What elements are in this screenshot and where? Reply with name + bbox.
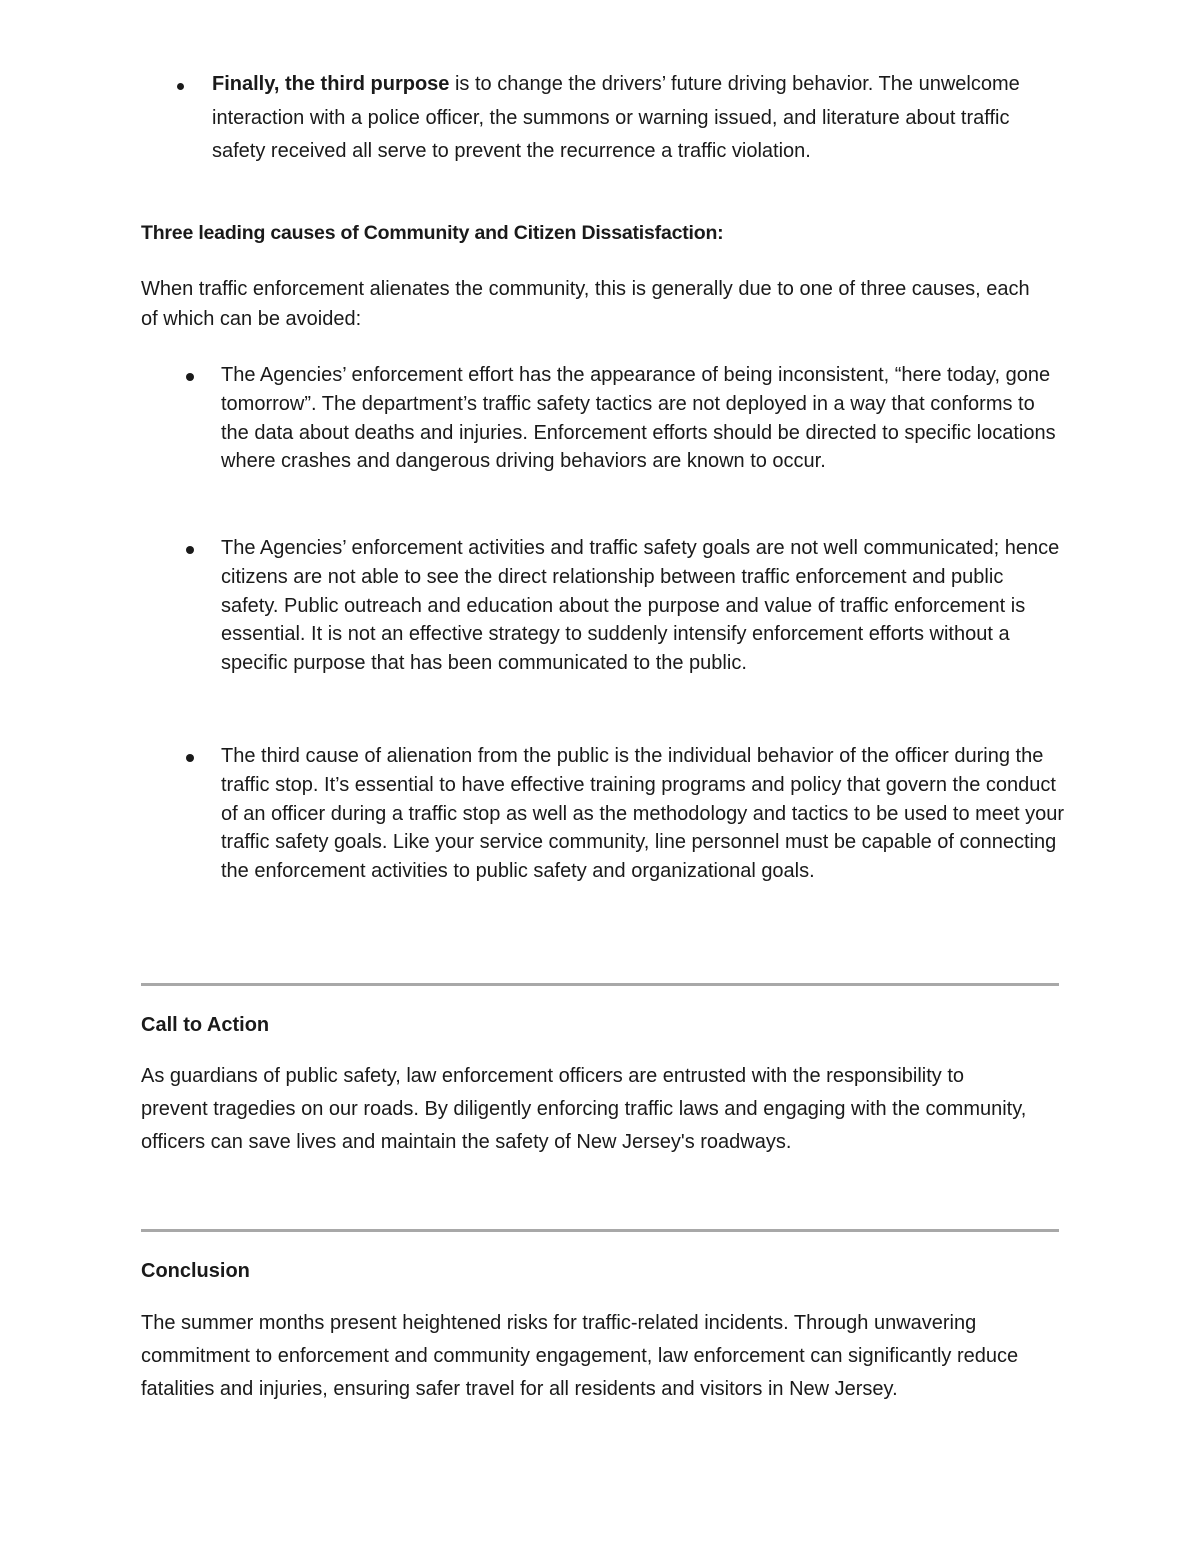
bullet-marker — [186, 754, 194, 762]
causes-intro: When traffic enforcement alienates the community, this is generally due to one of three causes, each of which can be avoided: — [141, 278, 1030, 330]
cause-bullet-text: The Agencies’ enforcement activities and traffic safety goals are not well communicated; hence citizens are not able to see the direct relationship between traffic enforcement and public safety. Public outreach and education about the purpose and value of traffic enforcement is essential. It is not an effective strategy to suddenly intensify enforcement efforts without a specific purpose that has been communicated to the public. — [221, 537, 1060, 675]
section-divider — [141, 983, 1059, 986]
conclusion-heading: Conclusion — [141, 1260, 250, 1282]
cause-bullet-text: The third cause of alienation from the public is the individual behavior of the officer during the traffic stop. It’s essential to have effective training programs and policy that govern the conduct of an officer during a traffic stop as well as the methodology and tactics to be used to meet your traffic safety goals. Like your service community, line personnel must be capable of connecting the enforcement activities to public safety and organizational goals. — [221, 745, 1065, 883]
section-divider — [141, 1229, 1059, 1232]
cause-bullet-text: The Agencies’ enforcement effort has the appearance of being inconsistent, “here today, gone tomorrow”. The department’s traffic safety tactics are not deployed in a way that conforms to the data about deaths and injuries. Enforcement efforts should be directed to specific locations where crashes and dangerous driving behaviors are known to occur. — [221, 364, 1056, 473]
purpose-bullet-body: is to change the drivers’ future driving behavior. The unwelcome interaction with a police officer, the summons or warning issued, and literature about traffic safety received all serve to prevent the recurrence a traffic violation. — [212, 73, 1020, 162]
bullet-marker — [186, 373, 194, 381]
call-to-action-heading: Call to Action — [141, 1014, 270, 1036]
call-to-action-body: As guardians of public safety, law enforcement officers are entrusted with the responsibility to prevent tragedies on our roads. By diligently enforcing traffic laws and engaging with the community, officers can save lives and maintain the safety of New Jersey's roadways. — [141, 1065, 1027, 1153]
purpose-bullet-text — [212, 68, 1052, 169]
causes-heading: Three leading causes of Community and Citizen Dissatisfaction: — [141, 222, 724, 244]
conclusion-body: The summer months present heightened risks for traffic-related incidents. Through unwavering commitment to enforcement and community engagement, law enforcement can significantly reduce fatalities and injuries, ensuring safer travel for all residents and visitors in New Jersey. — [141, 1312, 1019, 1400]
bullet-marker — [177, 83, 184, 90]
purpose-bullet-lead: Finally, the third purpose — [212, 73, 450, 95]
bullet-marker — [186, 546, 194, 554]
